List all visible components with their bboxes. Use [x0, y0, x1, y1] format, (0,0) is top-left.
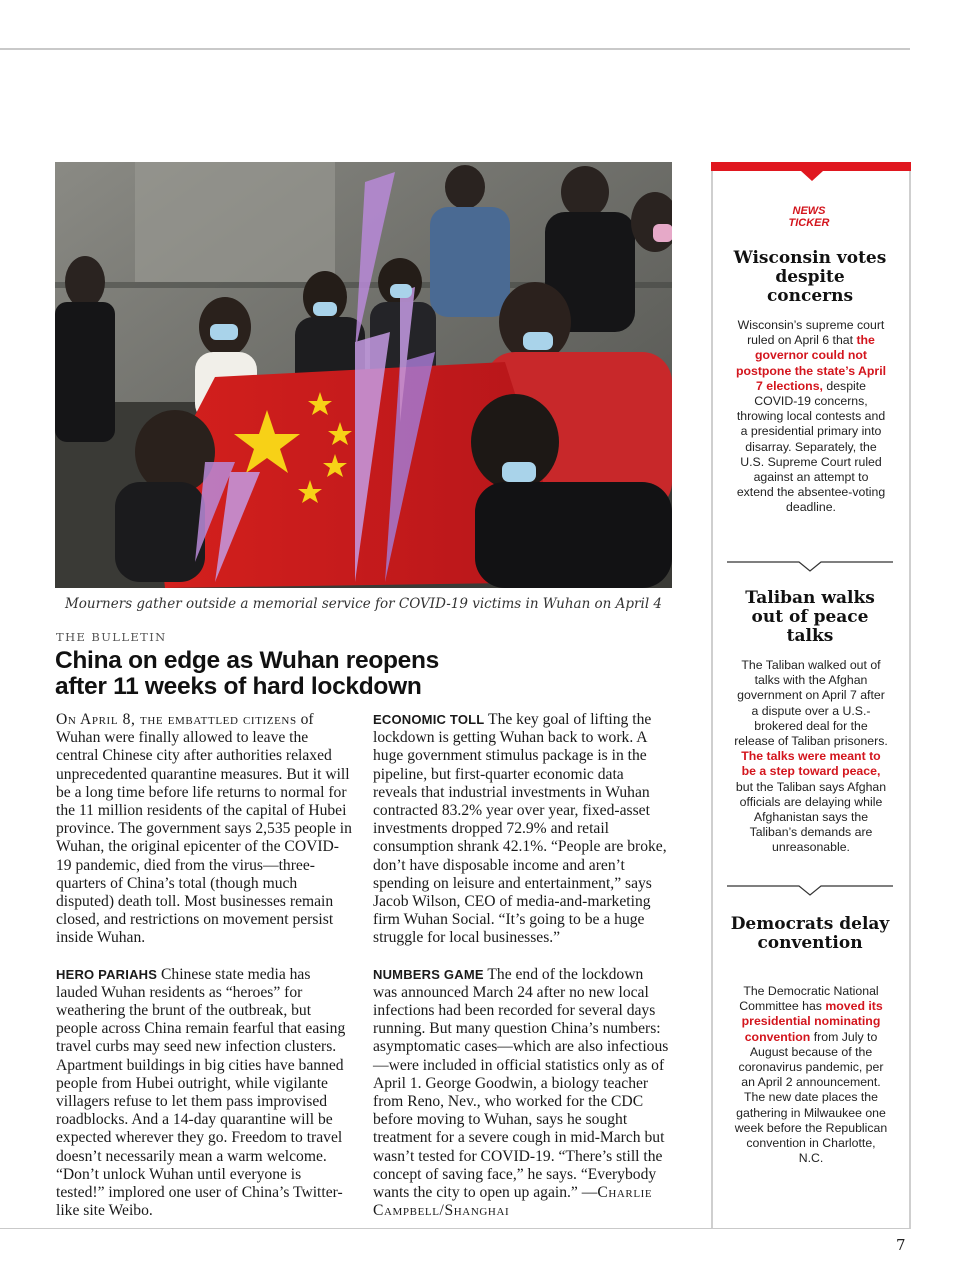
paragraph-text: The key goal of lifting the lockdown is getting Wuhan back to work. A huge government stimulus package is in the pipeline, but first-quarter economic data reveals that industrial investments in Wuhan contracted 83.2% year over year, fixed-asset investments dropped 72.9% and retail consumption shrank 42.1%. “People are broke, don’t have disposable income and aren’t spending on leisure and entertainment,” says Jacob Wilson, CEO of media-and-marketing firm Wuhan Social. “It’s going to be a huge struggle for local businesses.” [373, 711, 667, 947]
story-text: despite COVID-19 concerns, throwing local contests and a presidential primary into disarray. Separately, the U.S. Supreme Court ruled against an attempt to extend the absentee-voting deadline. [736, 378, 886, 515]
ticker-story-title: Wisconsin votes despite concerns [733, 248, 887, 306]
article-column-left [56, 711, 353, 1238]
paragraph-kicker: ECONOMIC TOLL [373, 712, 485, 727]
page-number: 7 [896, 1236, 906, 1254]
ticker-story-body [734, 658, 888, 856]
article-column-right [373, 711, 670, 1238]
paragraph-text: The end of the lockdown was announced March 24 after no new local infections had been recorded for several days running. But many question China’s numbers: asymptomatic cases—which are also infectious—were included in official statistics only as of April 1. George Goodwin, a biology teacher from Reno, Nev., who worked for the CDC before moving to Wuhan, says he sought treatment for a severe cough in mid-March but wasn’t tested for COVID-19. “There’s still the concept of saving face,” he says. “Everybody wants the city to open up again.” — [373, 965, 669, 1202]
paragraph-text: of Wuhan were finally allowed to leave the central Chinese city after authorities relaxed unprecedented quarantine measures. But it will be a long time before life returns to normal for the 11 million residents of the capital of Hubei province. The government says 2,535 people in Wuhan, the original epicenter of the COVID-19 pandemic, died from the virus—three-quarters of China’s total (though much disputed) death toll. Most businesses remain closed, and restrictions on movement persist inside Wuhan. [56, 711, 352, 947]
story-text: The Taliban walked out of talks with the Afghan government on April 7 after a dispute over a U.S.-brokered deal for the release of Taliban prisoners. [734, 658, 888, 749]
news-ticker-label [711, 205, 907, 229]
lead-in: On April 8, the embattled citizens [56, 711, 297, 728]
story-divider [727, 884, 893, 896]
section-label: THE BULLETIN [56, 630, 167, 644]
story-divider [727, 560, 893, 572]
paragraph-kicker: NUMBERS GAME [373, 966, 484, 982]
article-paragraph [56, 966, 353, 1221]
article-paragraph [56, 711, 353, 948]
story-text: but the Taliban says Afghan officials are delaying while Afghanistan says the Taliban’s demands are unreasonable. [735, 779, 887, 855]
story-text: Wisconsin’s supreme court ruled on April 6 that [737, 318, 885, 348]
ticker-story-body [734, 984, 888, 1166]
ticker-story-body [734, 318, 888, 516]
ticker-story-title: Democrats delay convention [730, 914, 890, 953]
article-photo [55, 162, 672, 588]
story-highlight-link[interactable]: The talks were meant to be a step toward peace, [741, 749, 881, 779]
ticker-label-line: TICKER [788, 217, 830, 229]
paragraph-text: Chinese state media has lauded Wuhan residents as “heroes” for weathering the brunt of the outbreak, but people across China remain fearful that easing travel curbs may seed new infection clusters. Apartment buildings in big cities have banned people from Hubei outright, while vigilante villagers refuse to let them pass improvised roadblocks. And a 14-day quarantine will be expected wherever they go. Freedom to travel doesn’t necessarily mean a warm welcome. “Don’t unlock Wuhan until everyone is tested!” implored one user of China’s Twitter-like site Weibo. [56, 965, 346, 1220]
sidebar-accent-bar [711, 162, 911, 171]
story-highlight-link[interactable]: moved its presidential nominating convention [741, 999, 883, 1044]
article-headline: China on edge as Wuhan reopens after 11 weeks of hard lockdown [55, 647, 439, 700]
photo-caption: Mourners gather outside a memorial service for COVID-19 victims in Wuhan on April 4 [64, 596, 663, 612]
ticker-label-line: NEWS [792, 205, 826, 217]
story-text: from July to August because of the coronavirus pandemic, per an April 2 announcement. The new date places the gathering in Milwaukee one week before the Republican convention in Charlotte, N.C. [734, 1029, 888, 1166]
top-rule [0, 48, 910, 50]
ticker-story-title: Taliban walks out of peace talks [745, 588, 875, 646]
byline: Charlie Campbell/Shanghai [373, 1184, 653, 1220]
story-highlight-link[interactable]: the governor could not postpone the state’s April 7 elections, [735, 333, 887, 393]
bottom-rule [0, 1228, 910, 1229]
paragraph-kicker: HERO PARIAHS [56, 966, 158, 982]
article-paragraph [373, 966, 670, 1221]
story-text: The Democratic National Committee has [739, 984, 879, 1014]
memorial-photo-illustration [55, 162, 672, 588]
sidebar-notch [801, 171, 823, 181]
article-paragraph [373, 711, 670, 948]
